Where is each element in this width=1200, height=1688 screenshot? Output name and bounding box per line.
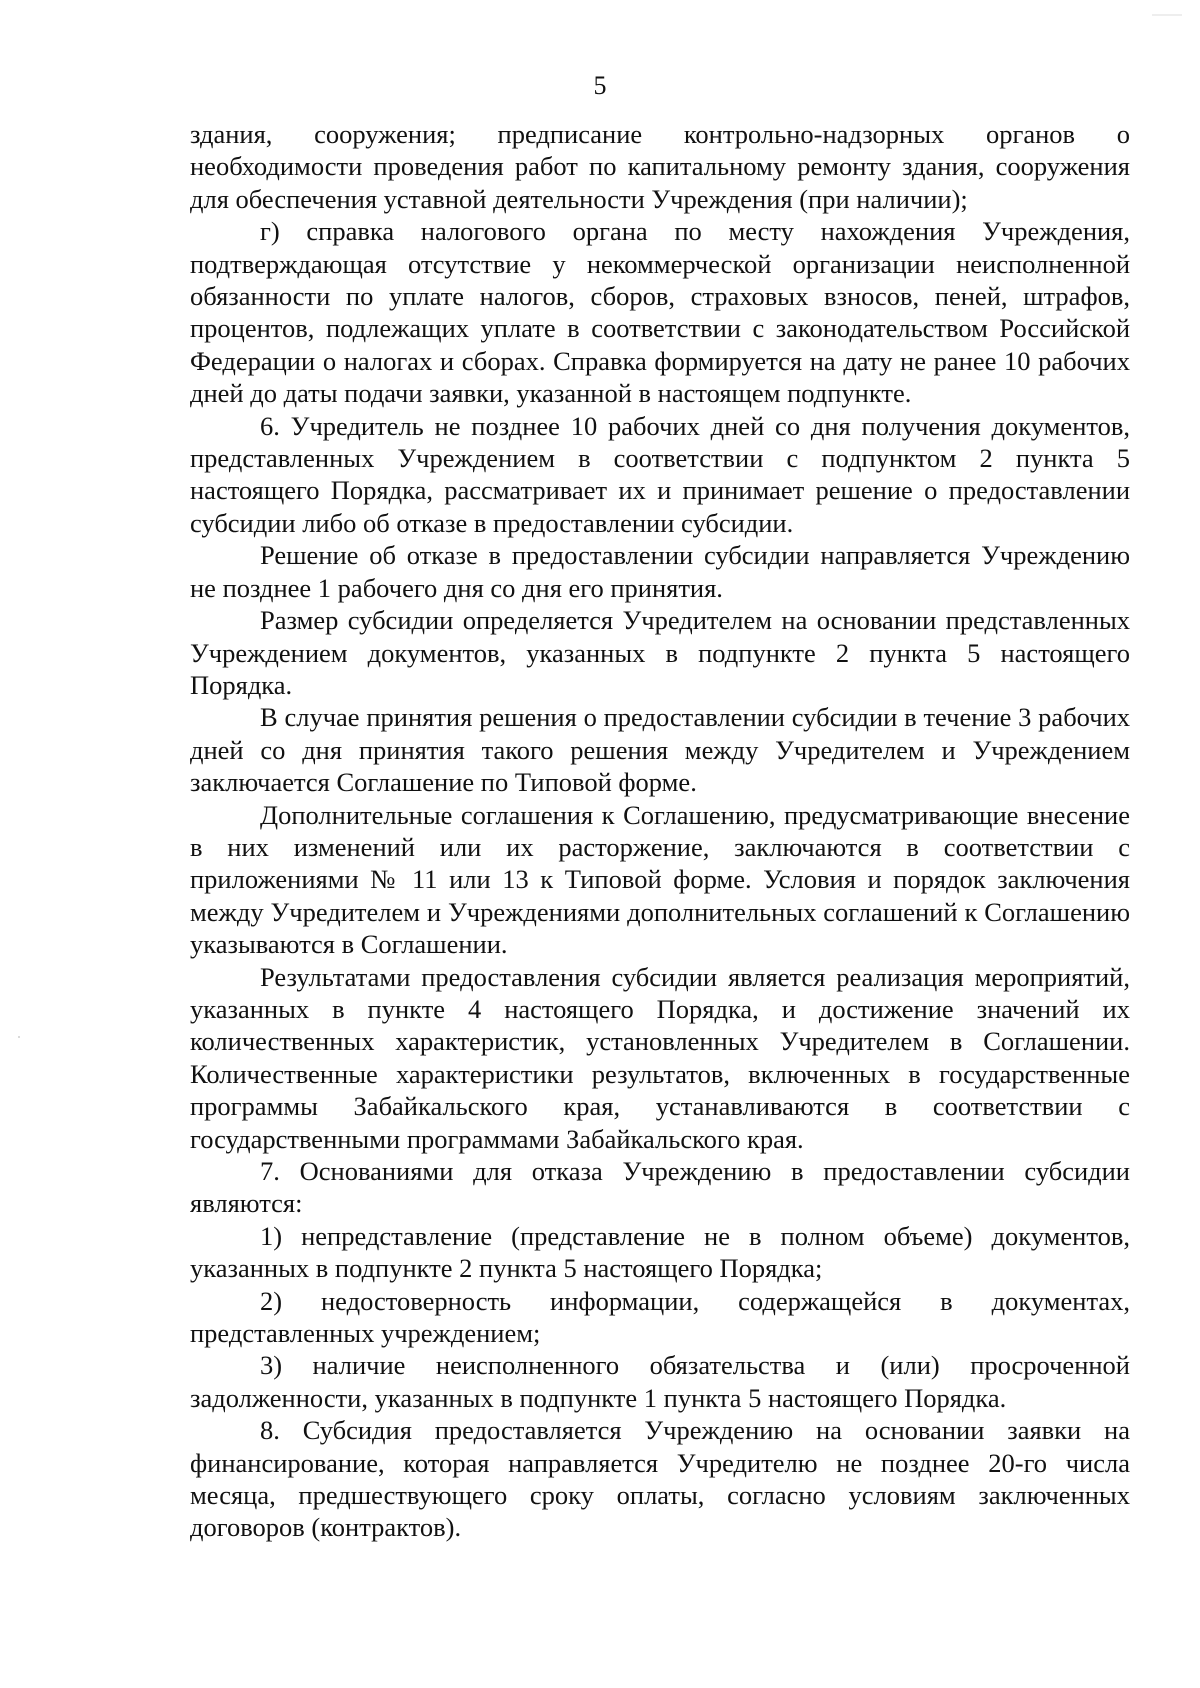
- paragraph-item-7-2: 2) недостоверность информации, содержащейся в документах, представленных учреждением;: [190, 1285, 1130, 1349]
- page-number: 5: [593, 71, 607, 100]
- document-body: [190, 118, 1130, 1544]
- scan-artifact: [1152, 14, 1182, 16]
- scan-artifact: [18, 1036, 20, 1038]
- paragraph-agreement: В случае принятия решения о предоставлении субсидии в течение 3 рабочих дней со дня принятия такого решения между Учредителем и Учреждением заключается Соглашение по Типовой форме.: [190, 702, 1130, 798]
- paragraph-item-7-3: 3) наличие неисполненного обязательства и (или) просроченной задолженности, указанных в подпункте 1 пункта 5 настоящего Порядка.: [190, 1350, 1130, 1413]
- paragraph-results: Результатами предоставления субсидии является реализация мероприятий, указанных в пункте 4 настоящего Порядка, и достижение значений их количественных характеристик, установленных Учредителем в Соглашении. Количественные характеристики результатов, включенных в государственные программы Забайкальского края, устанавливаются в соответствии с государственными программами Забайкальского края.: [190, 961, 1130, 1154]
- paragraph-subsidy-amount: Размер субсидии определяется Учредителем на основании представленных Учреждением документов, указанных в подпункте 2 пункта 5 настоящего Порядка.: [190, 605, 1130, 700]
- paragraph-subitem-g: г) справка налогового органа по месту нахождения Учреждения, подтверждающая отсутствие у некоммерческой организации неисполненной обязанности по уплате налогов, сборов, страховых взносов, пеней, штрафов, процентов, подлежащих уплате в соответствии с законодательством Российской Федерации о налогах и сборах. Справка формируется на дату не ранее 10 рабочих дней до даты подачи заявки, указанной в настоящем подпункте.: [190, 216, 1130, 409]
- paragraph-item-7-1: 1) непредставление (представление не в полном объеме) документов, указанных в подпункте 2 пункта 5 настоящего Порядка;: [190, 1220, 1130, 1284]
- paragraph-continuation: здания, сооружения; предписание контрольно-надзорных органов о необходимости проведения работ по капитальному ремонту здания, сооружения для обеспечения уставной деятельности Учреждения (при наличии);: [190, 119, 1130, 214]
- paragraph-additional-agreements: Дополнительные соглашения к Соглашению, предусматривающие внесение в них изменений или их расторжение, заключаются в соответствии с приложениями № 11 или 13 к Типовой форме. Условия и порядок заключения между Учредителем и Учреждениями дополнительных соглашений к Соглашению указываются в Соглашении.: [190, 799, 1130, 960]
- paragraph-refusal-decision: Решение об отказе в предоставлении субсидии направляется Учреждению не позднее 1 рабочего дня со дня его принятия.: [190, 540, 1130, 603]
- paragraph-item-8: 8. Субсидия предоставляется Учреждению на основании заявки на финансирование, которая направляется Учредителю не позднее 20-го числа месяца, предшествующего сроку оплаты, согласно условиям заключенных договоров (контрактов).: [190, 1415, 1130, 1543]
- paragraph-item-7: 7. Основаниями для отказа Учреждению в предоставлении субсидии являются:: [190, 1156, 1130, 1219]
- paragraph-item-6: 6. Учредитель не позднее 10 рабочих дней со дня получения документов, представленных Учреждением в соответствии с подпунктом 2 пункта 5 настоящего Порядка, рассматривает их и принимает решение о предоставлении субсидии либо об отказе в предоставлении субсидии.: [190, 410, 1130, 538]
